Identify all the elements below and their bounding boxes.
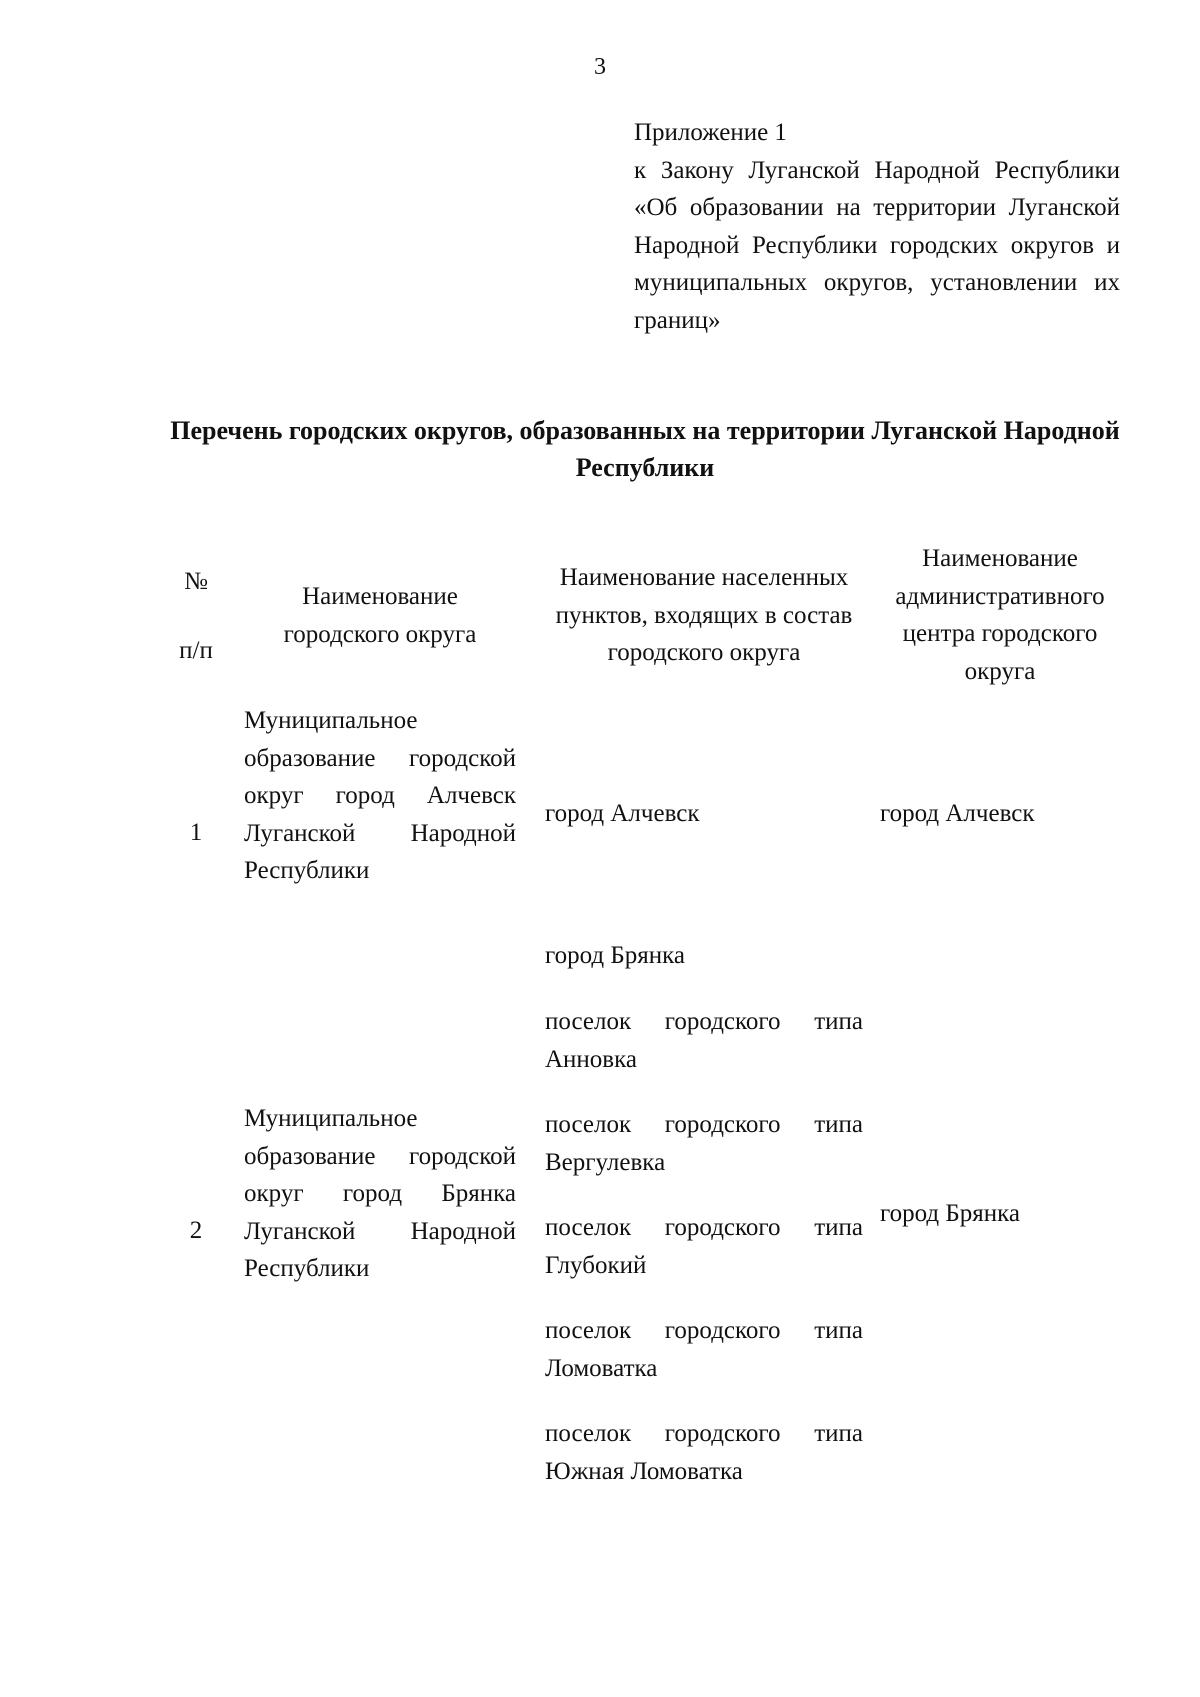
header-num-bottom: п/п xyxy=(179,637,213,664)
row-2-settlement: город Брянка xyxy=(545,942,685,969)
row-2-admin-center: город Брянка xyxy=(880,1200,1020,1227)
header-admin-center: Наименование административного центра городского округа xyxy=(895,545,1105,685)
row-2-name: Муниципальное образование городской округ город Брянка Луганской Народной Республики xyxy=(244,1105,516,1282)
row-1-admin-center: город Алчевск xyxy=(880,800,1035,827)
header-num-top: № xyxy=(184,568,208,595)
appendix-label: Приложение 1 xyxy=(634,119,787,146)
document-title: Перечень городских округов, образованных на территории Луганской Народной Республики xyxy=(170,416,1120,482)
row-2-settlement: поселок городского типа Вергулевка xyxy=(545,1111,863,1176)
row-1-num: 1 xyxy=(189,819,203,846)
page-number: 3 xyxy=(594,54,606,80)
appendix-text: к Закону Луганской Народной Республики «Об образовании на территории Луганской Народной Республики городских округов и муниципальных округов, установлении их границ» xyxy=(634,156,1120,334)
row-2-settlement: поселок городского типа Ломоватка xyxy=(545,1317,863,1382)
row-2-settlement: поселок городского типа Глубокий xyxy=(545,1214,863,1279)
header-name: Наименование городского округа xyxy=(283,583,477,648)
row-2-num: 2 xyxy=(189,1217,203,1244)
appendix-block xyxy=(634,114,1120,339)
row-1-name: Муниципальное образование городской округ город Алчевск Луганской Народной Республики xyxy=(244,707,516,884)
row-2-settlement: поселок городского типа Южная Ломоватка xyxy=(545,1420,863,1485)
row-2-settlement: поселок городского типа Анновка xyxy=(545,1008,863,1073)
header-settlements: Наименование населенных пунктов, входящих в состав городского округа xyxy=(555,564,853,666)
row-1-settlement: город Алчевск xyxy=(545,800,700,827)
